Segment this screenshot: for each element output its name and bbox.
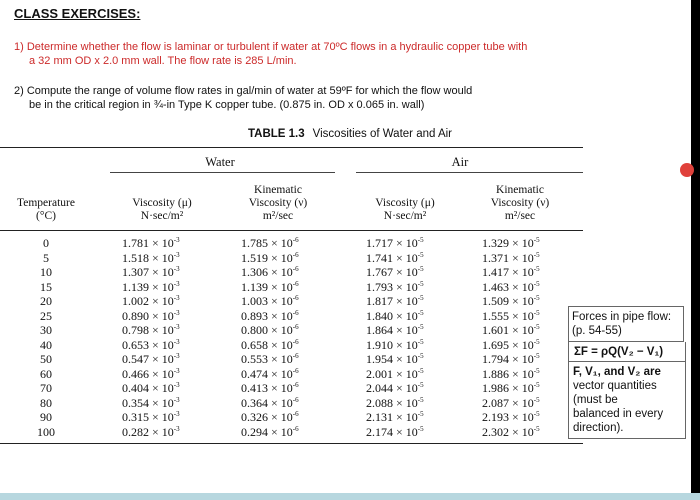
- water-kinematic-cell: $1.003 \times 10^{-6}$: [241, 294, 299, 308]
- header-air-kinematic: Kinematic Viscosity (ν) m²/sec: [490, 184, 550, 222]
- water-kinematic-cell: $0.364 \times 10^{-6}$: [241, 395, 299, 410]
- water-kinematic-cell: $0.553 \times 10^{-6}$: [241, 352, 299, 366]
- air-viscosity-cell: $2.001 \times 10^{-5}$: [366, 366, 424, 381]
- water-kinematic-cell: $1.519 \times 10^{-6}$: [241, 250, 299, 265]
- water-kinematic-cell: $0.474 \times 10^{-6}$: [241, 366, 299, 381]
- table-header-rule: [0, 230, 583, 231]
- air-kinematic-cell: $2.302 \times 10^{-5}$: [482, 424, 540, 439]
- air-viscosity-cell: $1.717 \times 10^{-5}$: [366, 236, 424, 250]
- air-viscosity-cell: $2.174 \times 10^{-5}$: [366, 424, 424, 439]
- forces-note: [568, 306, 686, 439]
- header-air-viscosity: Viscosity (μ) N·sec/m²: [375, 197, 435, 222]
- water-kinematic-cell: $0.893 \times 10^{-6}$: [241, 308, 299, 323]
- temperature-cell: 100: [37, 424, 55, 439]
- water-viscosity-cell: $1.002 \times 10^{-3}$: [122, 294, 180, 308]
- column-air-viscosity: [366, 236, 424, 439]
- table-caption: [0, 128, 700, 140]
- air-viscosity-cell: $2.044 \times 10^{-5}$: [366, 381, 424, 395]
- air-kinematic-cell: $1.601 \times 10^{-5}$: [482, 323, 540, 337]
- water-kinematic-cell: $0.658 \times 10^{-6}$: [241, 337, 299, 352]
- exercise-1: [14, 40, 527, 68]
- air-viscosity-cell: $1.817 \times 10^{-5}$: [366, 294, 424, 308]
- water-viscosity-cell: $0.354 \times 10^{-3}$: [122, 395, 180, 410]
- exercise-2-line-2: be in the critical region in ¾-in Type K copper tube. (0.875 in. OD x 0.065 in. wall): [29, 99, 425, 111]
- temperature-cell: 10: [40, 265, 52, 279]
- momentum-equation: ΣF = ρQ(V₂ − V₁): [568, 342, 686, 361]
- group-air: Air: [451, 155, 469, 169]
- column-air-kinematic: [482, 236, 540, 439]
- temperature-cell: 15: [40, 279, 52, 294]
- table-number: TABLE 1.3: [247, 128, 305, 140]
- air-kinematic-cell: $1.417 \times 10^{-5}$: [482, 265, 540, 279]
- water-viscosity-cell: $0.466 \times 10^{-3}$: [122, 366, 180, 381]
- exercise-2: [14, 84, 472, 112]
- air-viscosity-cell: $1.767 \times 10^{-5}$: [366, 265, 424, 279]
- air-viscosity-cell: $2.131 \times 10^{-5}$: [366, 410, 424, 424]
- air-kinematic-cell: $1.463 \times 10^{-5}$: [482, 279, 540, 294]
- water-kinematic-cell: $1.785 \times 10^{-6}$: [241, 236, 299, 250]
- water-viscosity-cell: $0.282 \times 10^{-3}$: [122, 424, 180, 439]
- water-kinematic-cell: $1.139 \times 10^{-6}$: [241, 279, 299, 294]
- temperature-cell: 40: [40, 337, 52, 352]
- screen-edge: [691, 0, 700, 500]
- water-viscosity-cell: $0.547 \times 10^{-3}$: [122, 352, 180, 366]
- water-group-rule: [110, 172, 335, 173]
- air-kinematic-cell: $1.695 \times 10^{-5}$: [482, 337, 540, 352]
- exercise-1-line-2: a 32 mm OD x 2.0 mm wall. The flow rate is 285 L/min.: [29, 55, 297, 67]
- air-kinematic-cell: $1.986 \times 10^{-5}$: [482, 381, 540, 395]
- group-water: Water: [205, 155, 235, 169]
- temperature-cell: 60: [40, 366, 52, 381]
- water-viscosity-cell: $0.315 \times 10^{-3}$: [122, 410, 180, 424]
- temperature-cell: 90: [40, 410, 52, 424]
- water-viscosity-cell: $0.890 \times 10^{-3}$: [122, 308, 180, 323]
- air-group-rule: [356, 172, 583, 173]
- water-kinematic-cell: $0.800 \times 10^{-6}$: [241, 323, 299, 337]
- temperature-cell: 25: [40, 308, 52, 323]
- header-temperature: Temperature (°C): [17, 197, 75, 222]
- air-viscosity-cell: $1.954 \times 10^{-5}$: [366, 352, 424, 366]
- water-kinematic-cell: $0.326 \times 10^{-6}$: [241, 410, 299, 424]
- water-viscosity-cell: $0.404 \times 10^{-3}$: [122, 381, 180, 395]
- column-water-viscosity: [122, 236, 180, 439]
- air-kinematic-cell: $1.886 \times 10^{-5}$: [482, 366, 540, 381]
- water-kinematic-cell: $0.294 \times 10^{-6}$: [241, 424, 299, 439]
- air-viscosity-cell: $1.864 \times 10^{-5}$: [366, 323, 424, 337]
- air-viscosity-cell: $1.793 \times 10^{-5}$: [366, 279, 424, 294]
- air-kinematic-cell: $2.087 \times 10^{-5}$: [482, 395, 540, 410]
- water-viscosity-cell: $1.518 \times 10^{-3}$: [122, 250, 180, 265]
- exercise-1-line-1: 1) Determine whether the flow is laminar or turbulent if water at 70ºC flows in a hydraulic copper tube with: [14, 41, 528, 53]
- air-kinematic-cell: $1.794 \times 10^{-5}$: [482, 352, 540, 366]
- temperature-cell: 50: [40, 352, 52, 366]
- bottom-bar: [0, 493, 700, 500]
- air-viscosity-cell: $1.910 \times 10^{-5}$: [366, 337, 424, 352]
- column-water-kinematic: [241, 236, 299, 439]
- water-viscosity-cell: $0.653 \times 10^{-3}$: [122, 337, 180, 352]
- air-viscosity-cell: $1.840 \times 10^{-5}$: [366, 308, 424, 323]
- water-kinematic-cell: $1.306 \times 10^{-6}$: [241, 265, 299, 279]
- temperature-cell: 80: [40, 395, 52, 410]
- air-kinematic-cell: $1.329 \times 10^{-5}$: [482, 236, 540, 250]
- air-kinematic-cell: $1.371 \times 10^{-5}$: [482, 250, 540, 265]
- page-title: CLASS EXERCISES:: [14, 6, 141, 21]
- water-viscosity-cell: $1.781 \times 10^{-3}$: [122, 236, 180, 250]
- pointer-cursor-icon: [680, 163, 694, 177]
- table-bottom-rule: [0, 443, 583, 444]
- temperature-cell: 5: [43, 250, 49, 265]
- header-water-kinematic: Kinematic Viscosity (ν) m²/sec: [248, 184, 308, 222]
- air-kinematic-cell: $2.193 \times 10^{-5}$: [482, 410, 540, 424]
- table-caption-text: Viscosities of Water and Air: [312, 128, 452, 140]
- water-viscosity-cell: $0.798 \times 10^{-3}$: [122, 323, 180, 337]
- exercise-2-line-1: 2) Compute the range of volume flow rates in gal/min of water at 59ºF for which the flow would: [14, 85, 473, 97]
- note-forces-box: Forces in pipe flow: (p. 54-55): [568, 306, 684, 342]
- column-temperature: [20, 236, 72, 439]
- air-viscosity-cell: $2.088 \times 10^{-5}$: [366, 395, 424, 410]
- temperature-cell: 30: [40, 323, 52, 337]
- table-top-rule: [0, 147, 583, 148]
- header-water-viscosity: Viscosity (μ) N·sec/m²: [132, 197, 192, 222]
- air-viscosity-cell: $1.741 \times 10^{-5}$: [366, 250, 424, 265]
- air-kinematic-cell: $1.509 \times 10^{-5}$: [482, 294, 540, 308]
- temperature-cell: 0: [43, 236, 49, 250]
- note-vector-box: F, V₁, and V₂ are vector quantities (must be balanced in every direction).: [568, 361, 686, 439]
- water-viscosity-cell: $1.307 \times 10^{-3}$: [122, 265, 180, 279]
- water-kinematic-cell: $0.413 \times 10^{-6}$: [241, 381, 299, 395]
- water-viscosity-cell: $1.139 \times 10^{-3}$: [122, 279, 180, 294]
- temperature-cell: 20: [40, 294, 52, 308]
- air-kinematic-cell: $1.555 \times 10^{-5}$: [482, 308, 540, 323]
- temperature-cell: 70: [40, 381, 52, 395]
